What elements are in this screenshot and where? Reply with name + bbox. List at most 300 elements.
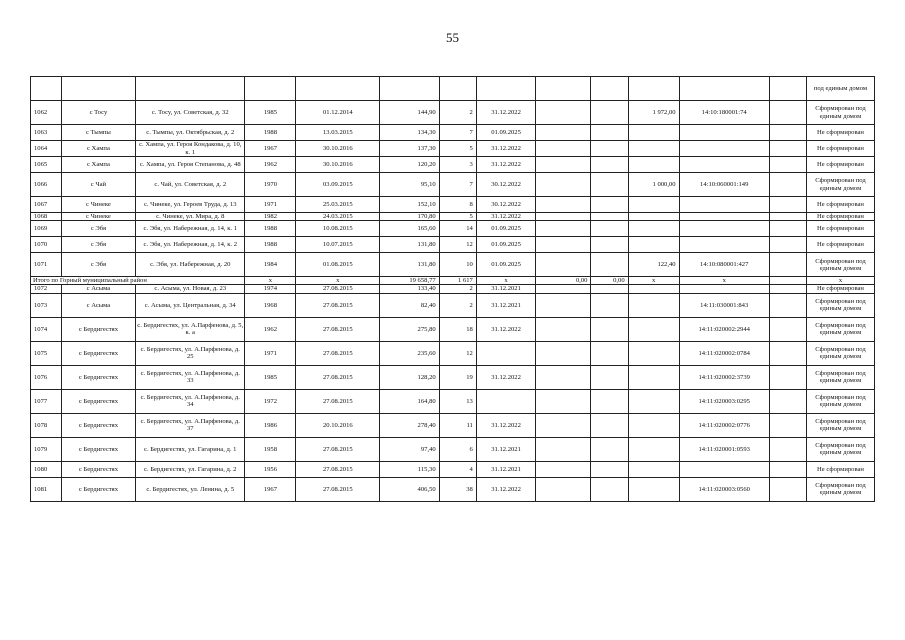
empty-cell xyxy=(536,413,591,437)
area-cell: 235,60 xyxy=(380,341,439,365)
status-cell: Не сформирован xyxy=(806,197,874,213)
year-cell: 1962 xyxy=(245,317,296,341)
empty-cell xyxy=(591,237,628,253)
empty-cell xyxy=(769,157,806,173)
empty-cell xyxy=(439,77,476,101)
area-cell: 164,80 xyxy=(380,389,439,413)
area-cell: 82,40 xyxy=(380,293,439,317)
area-cell: 170,80 xyxy=(380,213,439,221)
table-row xyxy=(31,389,875,413)
persons-cell: 3 xyxy=(439,157,476,173)
address-cell: с. Тосу, ул. Советская, д. 32 xyxy=(136,101,245,125)
cadastre-cell xyxy=(679,197,769,213)
persons-cell: 5 xyxy=(439,141,476,157)
row-number-cell: 1066 xyxy=(31,173,62,197)
address-cell: с. Бердигестях, ул. Ленина, д. 5 xyxy=(136,477,245,501)
settlement-cell: с Бердигестях xyxy=(61,341,135,365)
empty-cell xyxy=(591,77,628,101)
empty-cell xyxy=(536,365,591,389)
settlement-cell: с Бердигестях xyxy=(61,413,135,437)
empty-cell xyxy=(536,477,591,501)
settlement-cell: с Тымпы xyxy=(61,125,135,141)
persons-cell: 14 xyxy=(439,221,476,237)
year-cell: 1971 xyxy=(245,341,296,365)
cadastre-cell xyxy=(679,213,769,221)
cadastre-cell xyxy=(679,461,769,477)
land-area-cell xyxy=(628,213,679,221)
persons-cell: 2 xyxy=(439,293,476,317)
date-cell: 30.10.2016 xyxy=(296,141,380,157)
date-cell: 10.07.2015 xyxy=(296,237,380,253)
year-cell: 1984 xyxy=(245,253,296,277)
year-cell: 1967 xyxy=(245,477,296,501)
date-cell: 20.10.2016 xyxy=(296,413,380,437)
empty-cell xyxy=(591,285,628,293)
plan-date-cell xyxy=(476,389,535,413)
status-cell: Сформирован под единым домом xyxy=(806,477,874,501)
status-cell: Сформирован под единым домом xyxy=(806,365,874,389)
date-cell: 01.08.2015 xyxy=(296,253,380,277)
row-number-cell: 1062 xyxy=(31,101,62,125)
plan-date-cell: 01.09.2025 xyxy=(476,221,535,237)
address-cell: с. Бердигестях, ул. А.Парфенова, д. 33 xyxy=(136,365,245,389)
land-area-cell xyxy=(628,413,679,437)
area-cell: 275,80 xyxy=(380,317,439,341)
empty-cell xyxy=(591,317,628,341)
empty-cell xyxy=(591,341,628,365)
row-number-cell: 1069 xyxy=(31,221,62,237)
date-cell: 27.08.2015 xyxy=(296,437,380,461)
land-area-cell xyxy=(628,317,679,341)
table-row xyxy=(31,477,875,501)
empty-cell xyxy=(591,125,628,141)
status-cell: Не сформирован xyxy=(806,461,874,477)
empty-cell xyxy=(769,317,806,341)
date-cell: 03.09.2015 xyxy=(296,173,380,197)
land-area-cell xyxy=(628,221,679,237)
empty-cell xyxy=(536,461,591,477)
address-cell: с. Эбя, ул. Набережная, д. 14, к. 2 xyxy=(136,237,245,253)
cadastre-cell xyxy=(679,125,769,141)
area-cell: 133,40 xyxy=(380,285,439,293)
plan-date-cell: 31.12.2022 xyxy=(476,317,535,341)
area-cell: 134,30 xyxy=(380,125,439,141)
year-cell: 1968 xyxy=(245,293,296,317)
land-area-cell xyxy=(628,389,679,413)
year-cell: 1988 xyxy=(245,221,296,237)
empty-cell xyxy=(536,293,591,317)
row-number-cell: 1068 xyxy=(31,213,62,221)
empty-cell xyxy=(769,141,806,157)
table-body xyxy=(31,77,875,502)
table-row xyxy=(31,157,875,173)
settlement-cell: с Асыма xyxy=(61,285,135,293)
total-cell: x xyxy=(476,277,535,285)
persons-cell: 7 xyxy=(439,173,476,197)
cadastre-cell: 14:10:080001:427 xyxy=(679,253,769,277)
empty-cell xyxy=(769,365,806,389)
row-number-cell: 1076 xyxy=(31,365,62,389)
table-row xyxy=(31,293,875,317)
table-row xyxy=(31,461,875,477)
address-cell: с. Эбя, ул. Набережная, д. 20 xyxy=(136,253,245,277)
cadastre-cell xyxy=(679,221,769,237)
area-cell: 128,20 xyxy=(380,365,439,389)
year-cell: 1988 xyxy=(245,237,296,253)
total-label: Итого по Горный муниципальный район xyxy=(31,277,245,285)
empty-cell xyxy=(591,253,628,277)
date-cell: 25.03.2015 xyxy=(296,197,380,213)
status-cell: Сформирован под единым домом xyxy=(806,173,874,197)
status-cell: Не сформирован xyxy=(806,141,874,157)
year-cell: 1988 xyxy=(245,125,296,141)
empty-cell xyxy=(296,77,380,101)
land-area-cell xyxy=(628,477,679,501)
date-cell: 30.10.2016 xyxy=(296,157,380,173)
plan-date-cell: 31.12.2022 xyxy=(476,141,535,157)
cadastre-cell xyxy=(679,141,769,157)
year-cell: 1986 xyxy=(245,413,296,437)
cadastre-cell: 14:10:180001:74 xyxy=(679,101,769,125)
status-cell: Не сформирован xyxy=(806,237,874,253)
cadastre-cell: 14:11:030001:843 xyxy=(679,293,769,317)
status-cell: Сформирован под единым домом xyxy=(806,101,874,125)
empty-cell xyxy=(536,157,591,173)
area-cell: 97,40 xyxy=(380,437,439,461)
plan-date-cell: 31.12.2022 xyxy=(476,101,535,125)
status-cell: Сформирован под единым домом xyxy=(806,389,874,413)
total-cell: x xyxy=(296,277,380,285)
row-number-cell: 1065 xyxy=(31,157,62,173)
empty-cell xyxy=(769,253,806,277)
empty-cell xyxy=(769,173,806,197)
persons-cell: 10 xyxy=(439,253,476,277)
empty-cell xyxy=(769,413,806,437)
empty-cell xyxy=(769,437,806,461)
persons-cell: 7 xyxy=(439,125,476,141)
land-area-cell: 1 000,00 xyxy=(628,173,679,197)
cadastre-cell: 14:10:060001:149 xyxy=(679,173,769,197)
area-cell: 144,90 xyxy=(380,101,439,125)
status-cell: Сформирован под единым домом xyxy=(806,293,874,317)
empty-cell xyxy=(769,477,806,501)
settlement-cell: с Бердигестях xyxy=(61,477,135,501)
status-cell: Сформирован под единым домом xyxy=(806,413,874,437)
year-cell: 1985 xyxy=(245,101,296,125)
status-cell: Сформирован под единым домом xyxy=(806,253,874,277)
continuation-row xyxy=(31,77,875,101)
empty-cell xyxy=(591,293,628,317)
cadastre-cell xyxy=(679,237,769,253)
land-area-cell: 122,40 xyxy=(628,253,679,277)
area-cell: 120,20 xyxy=(380,157,439,173)
total-cell: 0,00 xyxy=(591,277,628,285)
empty-cell xyxy=(769,213,806,221)
total-cell: 0,00 xyxy=(536,277,591,285)
status-cell: Не сформирован xyxy=(806,157,874,173)
empty-cell xyxy=(536,341,591,365)
empty-cell xyxy=(245,77,296,101)
empty-cell xyxy=(591,365,628,389)
total-cell: x xyxy=(806,277,874,285)
empty-cell xyxy=(61,77,135,101)
table-row xyxy=(31,125,875,141)
row-number-cell: 1075 xyxy=(31,341,62,365)
plan-date-cell: 31.12.2021 xyxy=(476,293,535,317)
status-cell: Сформирован под единым домом xyxy=(806,437,874,461)
plan-date-cell: 31.12.2022 xyxy=(476,157,535,173)
status-cell: Не сформирован xyxy=(806,125,874,141)
empty-cell xyxy=(769,237,806,253)
date-cell: 27.08.2015 xyxy=(296,341,380,365)
status-cell: Не сформирован xyxy=(806,213,874,221)
empty-cell xyxy=(591,477,628,501)
land-area-cell xyxy=(628,461,679,477)
date-cell: 24.03.2015 xyxy=(296,213,380,221)
plan-date-cell: 31.12.2021 xyxy=(476,461,535,477)
cadastre-cell: 14:11:020003:0560 xyxy=(679,477,769,501)
empty-cell xyxy=(769,293,806,317)
date-cell: 27.08.2015 xyxy=(296,389,380,413)
year-cell: 1956 xyxy=(245,461,296,477)
address-cell: с. Чинеке, ул. Мира, д. 8 xyxy=(136,213,245,221)
empty-cell xyxy=(31,77,62,101)
persons-cell: 8 xyxy=(439,197,476,213)
settlement-cell: с Тосу xyxy=(61,101,135,125)
year-cell: 1972 xyxy=(245,389,296,413)
persons-cell: 2 xyxy=(439,101,476,125)
address-cell: с. Бердигестях, ул. Гагарина, д. 1 xyxy=(136,437,245,461)
address-cell: с. Бердигестях, ул. Гагарина, д. 2 xyxy=(136,461,245,477)
total-cell: x xyxy=(245,277,296,285)
table-row xyxy=(31,221,875,237)
empty-cell xyxy=(591,173,628,197)
settlement-cell: с Чинеке xyxy=(61,213,135,221)
empty-cell xyxy=(769,285,806,293)
land-area-cell xyxy=(628,293,679,317)
land-area-cell xyxy=(628,285,679,293)
persons-cell: 11 xyxy=(439,413,476,437)
settlement-cell: с Бердигестях xyxy=(61,461,135,477)
status-cell: Сформирован под единым домом xyxy=(806,341,874,365)
year-cell: 1962 xyxy=(245,157,296,173)
settlement-cell: с Бердигестях xyxy=(61,437,135,461)
plan-date-cell: 31.12.2022 xyxy=(476,365,535,389)
year-cell: 1971 xyxy=(245,197,296,213)
empty-cell xyxy=(536,221,591,237)
housing-register-table xyxy=(30,76,875,502)
empty-cell xyxy=(536,77,591,101)
empty-cell xyxy=(591,437,628,461)
table-row xyxy=(31,213,875,221)
empty-cell xyxy=(591,213,628,221)
plan-date-cell: 30.12.2022 xyxy=(476,173,535,197)
settlement-cell: с Асыма xyxy=(61,293,135,317)
table-row xyxy=(31,237,875,253)
row-number-cell: 1067 xyxy=(31,197,62,213)
address-cell: с. Чай, ул. Советская, д. 2 xyxy=(136,173,245,197)
empty-cell xyxy=(591,413,628,437)
persons-cell: 5 xyxy=(439,213,476,221)
persons-cell: 2 xyxy=(439,285,476,293)
year-cell: 1985 xyxy=(245,365,296,389)
area-cell: 278,40 xyxy=(380,413,439,437)
empty-cell xyxy=(769,125,806,141)
land-area-cell xyxy=(628,125,679,141)
empty-cell xyxy=(536,389,591,413)
land-area-cell xyxy=(628,365,679,389)
row-number-cell: 1070 xyxy=(31,237,62,253)
table-row xyxy=(31,173,875,197)
status-cell: под единым домом xyxy=(806,77,874,101)
empty-cell xyxy=(769,389,806,413)
land-area-cell xyxy=(628,141,679,157)
address-cell: с. Тымпы, ул. Октябрьская, д. 2 xyxy=(136,125,245,141)
address-cell: с. Эбя, ул. Набережная, д. 14, к. 1 xyxy=(136,221,245,237)
year-cell: 1970 xyxy=(245,173,296,197)
land-area-cell xyxy=(628,237,679,253)
address-cell: с. Асыма, ул. Центральная, д. 34 xyxy=(136,293,245,317)
cadastre-cell xyxy=(679,285,769,293)
settlement-cell: с Бердигестях xyxy=(61,365,135,389)
table-row xyxy=(31,253,875,277)
persons-cell: 6 xyxy=(439,437,476,461)
row-number-cell: 1079 xyxy=(31,437,62,461)
area-cell: 131,80 xyxy=(380,237,439,253)
table-row xyxy=(31,101,875,125)
address-cell: с. Хампа, ул. Героя Кондакова, д. 10, к. 1 xyxy=(136,141,245,157)
persons-cell: 12 xyxy=(439,341,476,365)
cadastre-cell: 14:11:020001:0593 xyxy=(679,437,769,461)
plan-date-cell: 31.12.2022 xyxy=(476,413,535,437)
plan-date-cell: 01.09.2025 xyxy=(476,253,535,277)
empty-cell xyxy=(536,253,591,277)
table-row xyxy=(31,365,875,389)
cadastre-cell: 14:11:020003:0295 xyxy=(679,389,769,413)
settlement-cell: с Бердигестях xyxy=(61,317,135,341)
persons-cell: 13 xyxy=(439,389,476,413)
area-cell: 137,30 xyxy=(380,141,439,157)
table-row xyxy=(31,141,875,157)
total-cell: x xyxy=(679,277,769,285)
row-number-cell: 1081 xyxy=(31,477,62,501)
persons-cell: 12 xyxy=(439,237,476,253)
empty-cell xyxy=(591,221,628,237)
year-cell: 1967 xyxy=(245,141,296,157)
persons-cell: 38 xyxy=(439,477,476,501)
row-number-cell: 1072 xyxy=(31,285,62,293)
settlement-cell: с Бердигестях xyxy=(61,389,135,413)
empty-cell xyxy=(536,237,591,253)
address-cell: с. Хампа, ул. Героя Степанова, д. 48 xyxy=(136,157,245,173)
area-cell: 152,10 xyxy=(380,197,439,213)
persons-cell: 4 xyxy=(439,461,476,477)
empty-cell xyxy=(591,461,628,477)
cadastre-cell: 14:11:020002:0776 xyxy=(679,413,769,437)
year-cell: 1958 xyxy=(245,437,296,461)
date-cell: 01.12.2014 xyxy=(296,101,380,125)
empty-cell xyxy=(536,197,591,213)
table-row xyxy=(31,437,875,461)
empty-cell xyxy=(679,77,769,101)
empty-cell xyxy=(769,461,806,477)
settlement-cell: с Хампа xyxy=(61,157,135,173)
empty-cell xyxy=(591,141,628,157)
table-row xyxy=(31,285,875,293)
table-row xyxy=(31,197,875,213)
empty-cell xyxy=(536,317,591,341)
row-number-cell: 1080 xyxy=(31,461,62,477)
plan-date-cell: 31.12.2021 xyxy=(476,437,535,461)
date-cell: 27.08.2015 xyxy=(296,317,380,341)
land-area-cell xyxy=(628,437,679,461)
empty-cell xyxy=(769,77,806,101)
area-cell: 406,50 xyxy=(380,477,439,501)
address-cell: с. Асыма, ул. Новая, д. 23 xyxy=(136,285,245,293)
land-area-cell xyxy=(628,197,679,213)
plan-date-cell: 31.12.2021 xyxy=(476,285,535,293)
settlement-cell: с Эбя xyxy=(61,237,135,253)
area-cell: 131,80 xyxy=(380,253,439,277)
row-number-cell: 1071 xyxy=(31,253,62,277)
settlement-cell: с Эбя xyxy=(61,253,135,277)
total-cell: x xyxy=(628,277,679,285)
empty-cell xyxy=(591,389,628,413)
land-area-cell xyxy=(628,157,679,173)
row-number-cell: 1073 xyxy=(31,293,62,317)
date-cell: 27.08.2015 xyxy=(296,285,380,293)
plan-date-cell: 30.12.2022 xyxy=(476,197,535,213)
total-area-cell: 19 658,77 xyxy=(380,277,439,285)
empty-cell xyxy=(591,157,628,173)
page-number: 55 xyxy=(446,30,459,45)
empty-cell xyxy=(769,221,806,237)
empty-cell xyxy=(628,77,679,101)
address-cell: с. Чинеке, ул. Героев Труда, д. 13 xyxy=(136,197,245,213)
land-area-cell xyxy=(628,341,679,365)
land-area-cell: 1 972,00 xyxy=(628,101,679,125)
empty-cell xyxy=(536,125,591,141)
empty-cell xyxy=(536,141,591,157)
year-cell: 1974 xyxy=(245,285,296,293)
cadastre-cell: 14:11:020002:0784 xyxy=(679,341,769,365)
empty-cell xyxy=(536,285,591,293)
status-cell: Не сформирован xyxy=(806,221,874,237)
persons-cell: 19 xyxy=(439,365,476,389)
settlement-cell: с Эбя xyxy=(61,221,135,237)
cadastre-cell xyxy=(679,157,769,173)
settlement-cell: с Чинеке xyxy=(61,197,135,213)
area-cell: 165,60 xyxy=(380,221,439,237)
total-persons-cell: 1 617 xyxy=(439,277,476,285)
total-row xyxy=(31,277,875,285)
plan-date-cell: 31.12.2022 xyxy=(476,213,535,221)
status-cell: Не сформирован xyxy=(806,285,874,293)
year-cell: 1982 xyxy=(245,213,296,221)
table-row xyxy=(31,317,875,341)
date-cell: 27.08.2015 xyxy=(296,365,380,389)
empty-cell xyxy=(769,341,806,365)
empty-cell xyxy=(769,101,806,125)
row-number-cell: 1063 xyxy=(31,125,62,141)
address-cell: с. Бердигестях, ул. А.Парфенова, д. 5, к. а xyxy=(136,317,245,341)
row-number-cell: 1078 xyxy=(31,413,62,437)
row-number-cell: 1074 xyxy=(31,317,62,341)
date-cell: 27.08.2015 xyxy=(296,461,380,477)
date-cell: 10.08.2015 xyxy=(296,221,380,237)
empty-cell xyxy=(536,101,591,125)
empty-cell xyxy=(536,213,591,221)
